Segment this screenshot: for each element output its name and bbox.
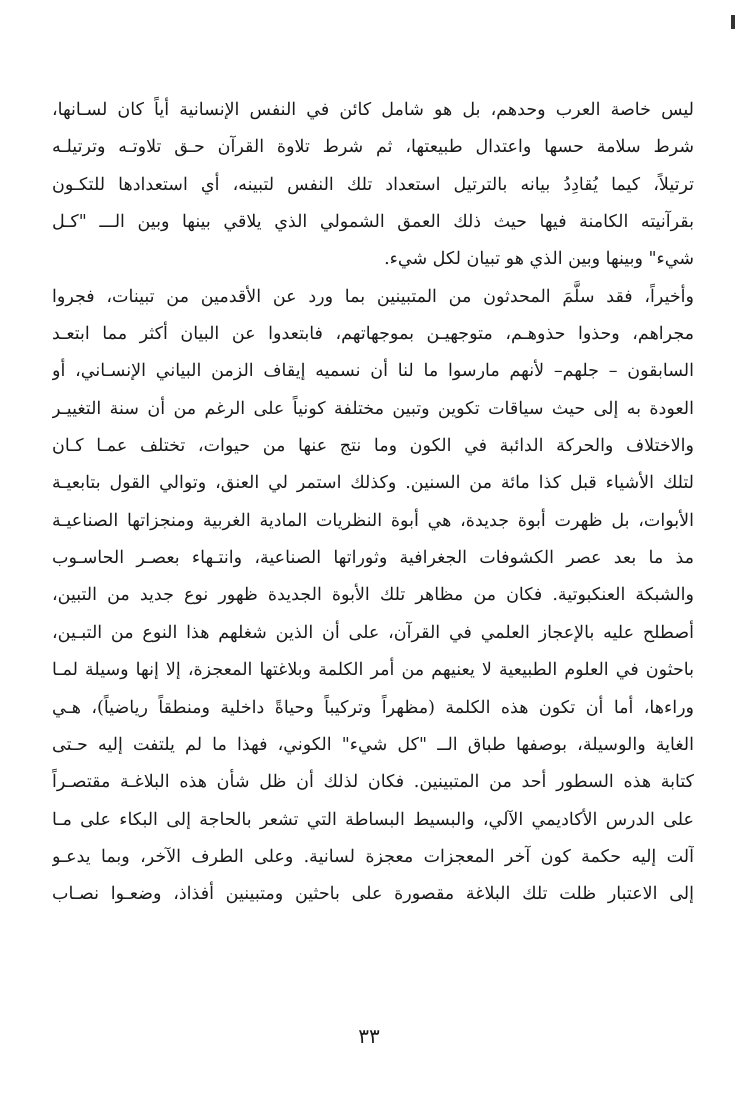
text-line: والشبكة العنكبوتية. فكان من مظاهر تلك الأبوة الجديدة ظهور نوع جديد من التبين، [52,585,694,606]
text-line: الغاية والوسيلة، بوصفها طباق الــ "كل شيء" الكوني، فهذا ما لم يلتفت إليه حـتى [52,734,694,755]
text-line: آلت إليه حكمة كون آخر المعجزات معجزة لسانية. وعلى الطرف الآخر، وبما يدعـو [52,846,694,867]
text-line: كتابة هذه السطور أحد من المتبينين. فكان لذلك أن ظل شأن هذه البلاغـة مقتصـراً [52,772,694,793]
text-line: ترتيلاً، كيما يُقادِدُ بيانه بالترتيل استعداد تلك النفس لتبينه، أي استعدادها للتكـون [52,174,694,195]
text-line: السابقون – جلهم– لأنهم مارسوا ما لنا أن نسميه إيقاف الزمن البياني الإنسـاني، أو [52,361,694,382]
text-line: مذ ما بعد عصر الكشوفات الجغرافية وثوراتها الصناعية، وانتـهاء بعصـر الحاسـوب [52,548,694,569]
text-line: على الدرس الأكاديمي الآلي، والبسيط البساطة التي تشعر بالحاجة إلى البكاء على مـا [52,809,694,830]
text-line: وأخيراً، فقد سلَّمَ المحدثون من المتبينين بما ورد عن الأقدمين من تبينات، فجروا [52,286,694,307]
text-line: أصطلح عليه بالإعجاز العلمي في القرآن، على أن الذين شغلهم هذا النوع من التبـين، [52,622,694,643]
page-number: ٣٣ [358,1024,380,1048]
body-text [52,92,694,914]
text-line: شيء" وبينها وبين الذي هو تبيان لكل شيء. [384,249,694,270]
scan-margin-mark [731,15,735,29]
text-line: شرط سلامة حسها واعتدال طبيعتها، ثم شرط تلاوة القرآن حـق تلاوتـه وترتيلـه [52,137,694,158]
text-line: باحثون في العلوم الطبيعية لا يعنيهم من أمر الكلمة وبلاغتها المعجزة، إلا إنها وسيلة لمـا [52,660,694,681]
text-line: الأبوات، بل ظهرت أبوة جديدة، هي أبوة النظريات المادية الغربية ومنجزاتها الصناعيـة [52,510,694,531]
text-line: إلى الاعتبار ظلت تلك البلاغة مقصورة على باحثين ومتبينين أفذاذ، وضعـوا نصـاب [52,884,694,905]
text-line: مجراهم، وحذوا حذوهـم، متوجهيـن بموجهاتهم، فابتعدوا عن البيان أكثر مما ابتعـد [52,324,694,345]
text-line: العودة به إلى حيث سياقات تكوين وتبين مختلفة كونياً على الرغم من أن سنة التغييـر [52,398,694,419]
text-line: وراءها، أما أن تكون هذه الكلمة (مظهراً وتركيباً وحياةً داخلية ومنطقاً رياضياً)، هـي [52,697,694,718]
text-line: والاختلاف والحركة الدائبة في الكون وما نتج عنها من حيوات، تختلف عمـا كـان [52,436,694,457]
text-line: بقرآنيته الكامنة فيها حيث ذلك العمق الشمولي الذي يلاقي بينها وبين الـــ "كـل [52,212,694,233]
text-line: لتلك الأشياء قبل كذا مائة من السنين. وكذلك استمر لي العنق، وتوالي القول بتابعيـة [52,473,694,494]
text-line: ليس خاصة العرب وحدهم، بل هو شامل كائن في النفس الإنسانية أياً كان لسـانها، [52,100,694,120]
